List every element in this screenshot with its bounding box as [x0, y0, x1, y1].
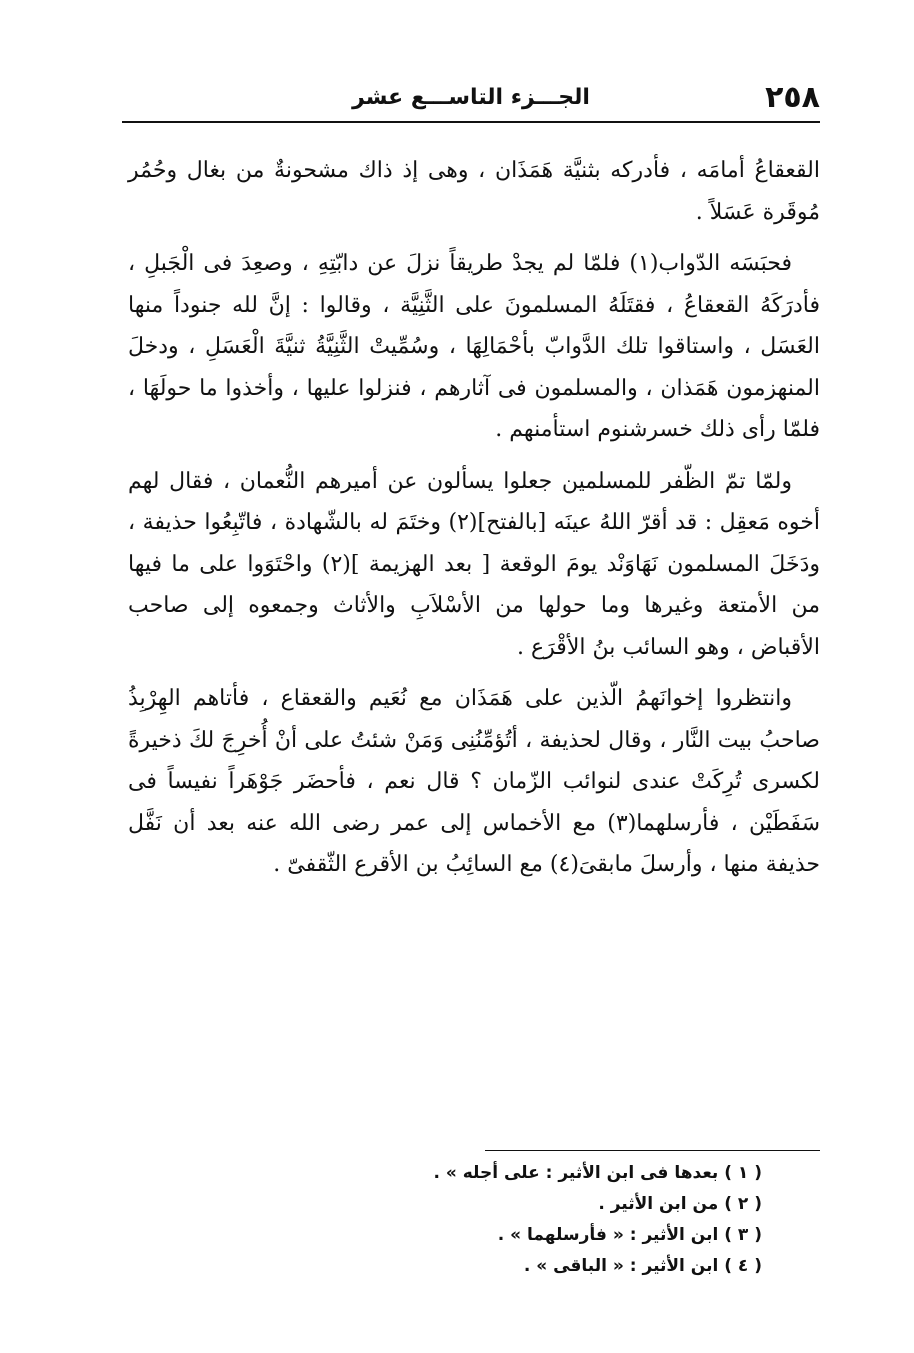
- footnote-rule: [485, 1150, 820, 1151]
- footnote-4: ( ٤ ) ابن الأثير : « الباقى » .: [523, 1256, 762, 1276]
- paragraph-1: القعقاعُ أمامَه ، فأدركه بثنيَّة هَمَذَان ، وهى إذ ذاك مشحونةٌ من بغال وحُمُر مُوقَرة عَسَلاً .: [128, 158, 820, 225]
- footnotes: [420, 1158, 762, 1282]
- page-number: ٢٥٨: [765, 80, 820, 115]
- footnote-3: ( ٣ ) ابن الأثير : « فأرسلهما » .: [497, 1225, 762, 1245]
- header-rule: [122, 121, 820, 123]
- paragraph-4: وانتظروا إخوانَهمُ الّذين على هَمَذَان مع نُعَيم والقعقاع ، فأتاهم الهِرْبِذُ صاحبُ بيت النَّار ، وقال لحذيفة ، أتُؤمِّنُنِى وَمَنْ شئتُ على أنْ أُخرِجَ لكَ ذخيرةً لكسرى تُرِكَتْ عندى لنوائب الزّمان ؟ قال نعم ، فأحضَر جَوْهَراً نفيساً فى سَفَطَيْن ، فأرسلهما(٣) مع الأخماس إلى عمر رضى الله عنه بعد أن نَفَّل حذيفة منها ، وأرسلَ مابقىَ(٤) مع السائِبُ بن الأقرع الثّقفىّ .: [128, 686, 820, 877]
- paragraph-2: فحبَسَه الدّواب(١) فلمّا لم يجدْ طريقاً نزلَ عن دابّتِهِ ، وصعِدَ فى الْجَبلِ ، فأدرَكَهُ القعقاعُ ، فقتَلَهُ المسلمونَ على الثَّنِيَّة ، وقالوا : إنَّ لله جنوداً منها العَسَل ، واستاقوا تلك الدَّوابّ بأحْمَالِهَا ، وسُمِّيتْ الثَّنِيَّةُ ثنيَّةَ الْعَسَلِ ، ودخلَ المنهزمون هَمَذان ، والمسلمون فى آثارهم ، فنزلوا عليها ، وأخذوا ما حولَهَا ، فلمّا رأى ذلك خسرشنوم استأمنهم .: [128, 251, 820, 442]
- paragraph-3: ولمّا تمّ الظّفر للمسلمين جعلوا يسألون عن أميرهم النُّعمان ، فقال لهم أخوه مَعقِل : قد أقرّ اللهُ عينَه [بالفتح](٢) وختَمَ له بالشّهادة ، فاتّبِعُوا حذيفة ، ودَخَلَ المسلمون نَهَاوَنْد يومَ الوقعة [ بعد الهزيمة ](٢) واحْتَوَوا على ما فيها من الأمتعة وغيرها وما حولها من الأسْلاَبِ والأثاث وجمعوه إلى صاحب الأقباض ، وهو السائب بنُ الأقْرَع .: [128, 468, 821, 660]
- footnote-1: ( ١ ) بعدها فى ابن الأثير : على أجله » .: [433, 1163, 762, 1183]
- page-header: [122, 78, 820, 122]
- running-title: الجـــزء التاســـع عشر: [352, 85, 590, 110]
- body-text: [128, 150, 820, 896]
- footnote-2: ( ٢ ) من ابن الأثير .: [598, 1194, 762, 1214]
